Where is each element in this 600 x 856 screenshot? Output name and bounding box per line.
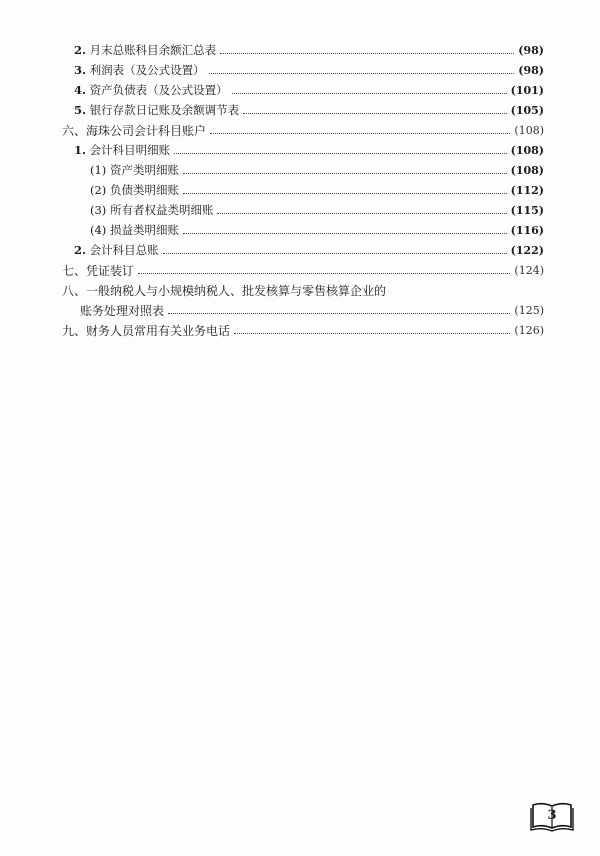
- dot-leader: [243, 113, 506, 114]
- toc-subentry: [90, 200, 544, 220]
- entry-title: 银行存款日记账及余额调节表: [89, 103, 240, 117]
- entry-page: (101): [510, 83, 544, 97]
- dot-leader: [163, 253, 507, 254]
- dot-leader: [138, 273, 510, 274]
- section-page: (108): [514, 123, 544, 137]
- entry-title: 资产负债表（及公式设置）: [89, 83, 228, 97]
- section-title: 七、凭证装订: [62, 263, 135, 278]
- toc-entry: [74, 80, 544, 100]
- dot-leader: [234, 333, 510, 334]
- entry-number: (2): [90, 183, 107, 197]
- section-title: 六、海珠公司会计科目账户: [62, 123, 207, 138]
- entry-title: 会计科目总账: [89, 243, 159, 257]
- section-title: 八、一般纳税人与小规模纳税人、批发核算与零售核算企业的: [62, 283, 387, 298]
- toc-entry: [74, 60, 544, 80]
- entry-page: (122): [510, 243, 544, 257]
- entry-page: (112): [510, 183, 544, 197]
- toc-section-continued: [80, 300, 544, 320]
- entry-title: 所有者权益类明细账: [109, 203, 214, 217]
- entry-page: (116): [510, 223, 544, 237]
- entry-page: (98): [518, 43, 544, 57]
- toc-section: [62, 280, 544, 300]
- dot-leader: [217, 213, 506, 214]
- entry-title: 负债类明细账: [109, 183, 179, 197]
- section-page: (124): [514, 263, 544, 277]
- toc-entry: [74, 240, 544, 260]
- entry-page: (108): [510, 163, 544, 177]
- toc-section: [62, 260, 544, 280]
- entry-number: 5.: [74, 103, 87, 117]
- entry-title: 月末总账科目余额汇总表: [89, 43, 217, 57]
- section-page: (126): [514, 323, 544, 337]
- toc-subentry: [90, 220, 544, 240]
- dot-leader: [209, 73, 515, 74]
- entry-number: 2.: [74, 243, 87, 257]
- section-title: 九、财务人员常用有关业务电话: [62, 323, 231, 338]
- entry-number: (1): [90, 163, 107, 177]
- page-number: 3: [547, 808, 557, 823]
- entry-title: 会计科目明细账: [89, 143, 171, 157]
- entry-title: 资产类明细账: [109, 163, 179, 177]
- entry-title: 损益类明细账: [109, 223, 179, 237]
- entry-page: (105): [510, 103, 544, 117]
- dot-leader: [183, 193, 507, 194]
- entry-page: (98): [518, 63, 544, 77]
- dot-leader: [174, 153, 506, 154]
- dot-leader: [210, 133, 510, 134]
- entry-title: 利润表（及公式设置）: [89, 63, 205, 77]
- dot-leader: [220, 53, 514, 54]
- section-page: (125): [514, 303, 544, 317]
- entry-number: (4): [90, 223, 107, 237]
- entry-page: (115): [510, 203, 544, 217]
- entry-number: 4.: [74, 83, 87, 97]
- toc-subentry: [90, 180, 544, 200]
- toc-entry: [74, 100, 544, 120]
- toc-entry: [74, 40, 544, 60]
- toc-entry: [74, 140, 544, 160]
- dot-leader: [168, 313, 510, 314]
- entry-page: (108): [510, 143, 544, 157]
- dot-leader: [232, 93, 507, 94]
- toc-section: [62, 120, 544, 140]
- section-title: 账务处理对照表: [80, 303, 165, 318]
- dot-leader: [183, 173, 507, 174]
- toc-subentry: [90, 160, 544, 180]
- dot-leader: [183, 233, 507, 234]
- entry-number: 1.: [74, 143, 87, 157]
- page-number-badge: [530, 800, 574, 832]
- entry-number: (3): [90, 203, 107, 217]
- entry-number: 2.: [74, 43, 87, 57]
- toc-section: [62, 320, 544, 340]
- entry-number: 3.: [74, 63, 87, 77]
